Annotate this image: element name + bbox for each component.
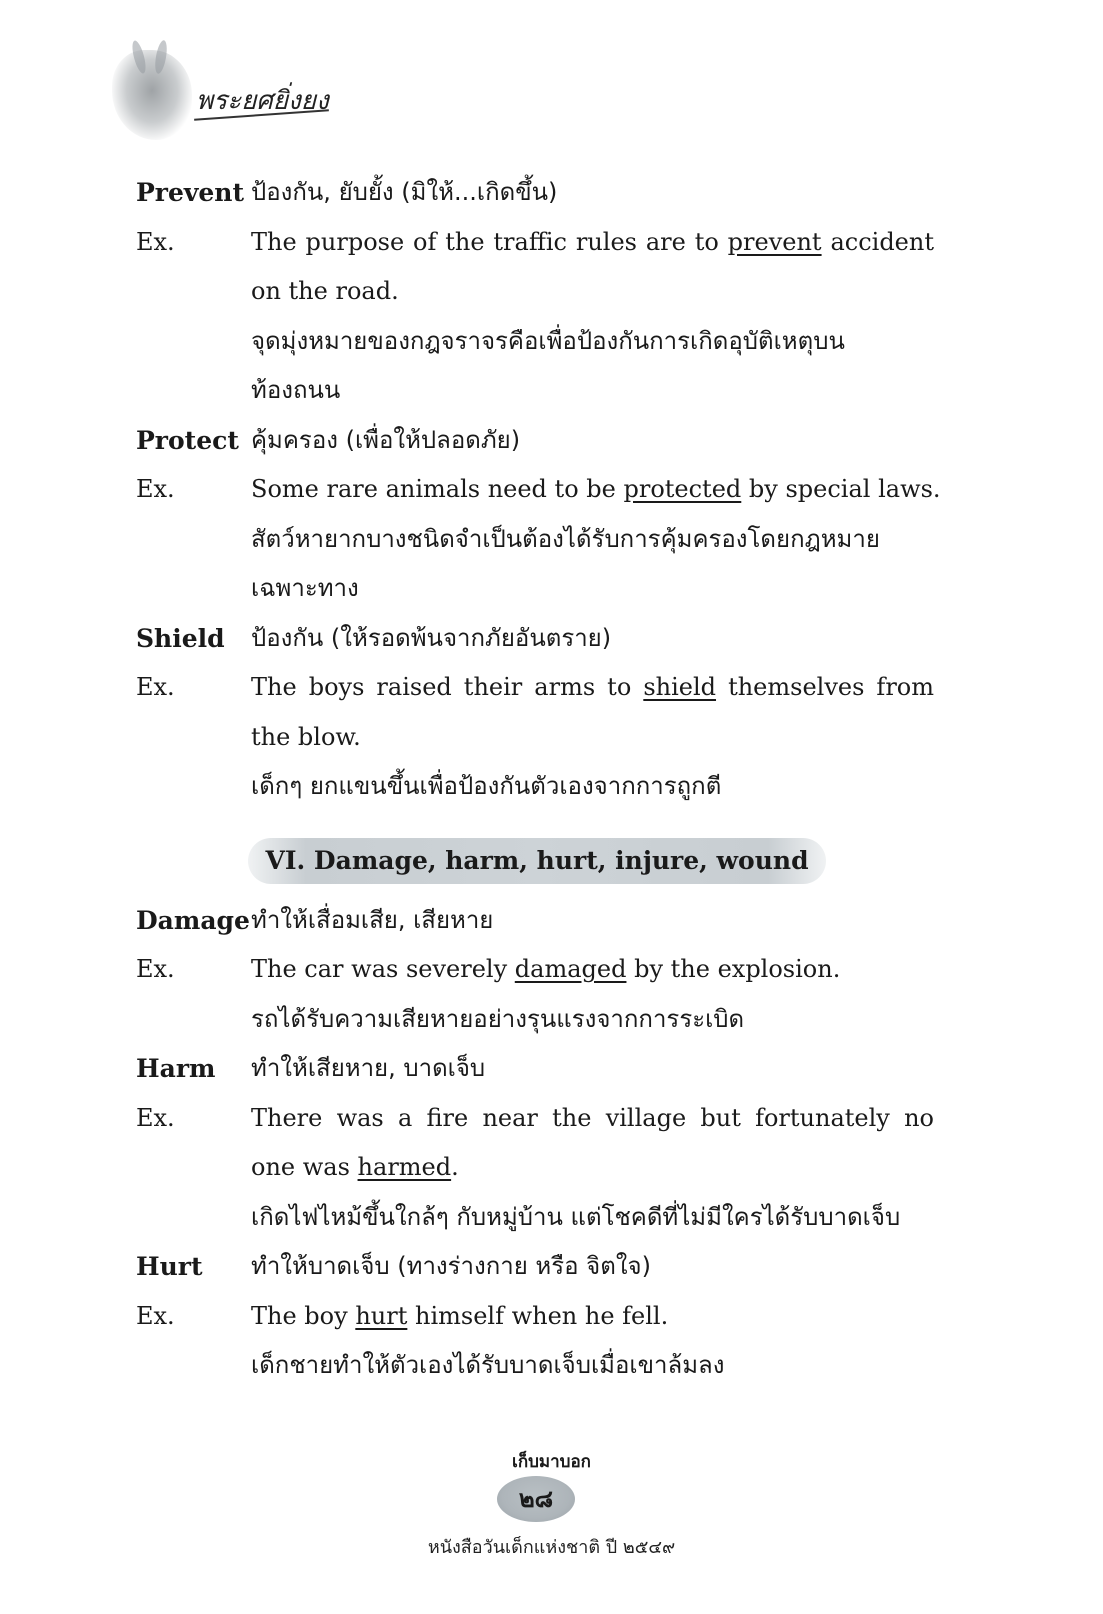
example-text: The boy hurt himself when he fell. (251, 1301, 669, 1330)
example-label: Ex. (136, 955, 175, 983)
entry-line (136, 614, 936, 664)
translation-text: ท้องถนน (251, 376, 341, 404)
term-thai: คุ้มครอง (เพื่อให้ปลอดภัย) (251, 425, 521, 454)
example-text: The car was severely damaged by the explosion. (251, 955, 841, 983)
translation-line (136, 995, 936, 1045)
entry-line (136, 1242, 936, 1292)
translation-text: สัตว์หายากบางชนิดจำเป็นต้องได้รับการคุ้มครองโดยกฎหมาย (251, 524, 880, 553)
footer-top-label: เก็บมาบอก (512, 1452, 591, 1472)
translation-line (136, 564, 936, 614)
example-line (136, 218, 936, 268)
vocabulary-content (136, 168, 941, 1391)
translation-text: รถได้รับความเสียหายอย่างรุนแรงจากการระเบิด (251, 1004, 745, 1033)
example-text: Some rare animals need to be protected by special laws. (251, 475, 941, 503)
example-label: Ex. (136, 475, 175, 503)
term-thai: ป้องกัน (ให้รอดพ้นจากภัยอันตราย) (251, 623, 612, 652)
example-label: Ex. (136, 1301, 175, 1330)
example-line (136, 945, 936, 995)
translation-line (136, 1341, 936, 1391)
highlighted-word: hurt (355, 1301, 408, 1330)
translation-text: เด็กๆ ยกแขนขึ้นเพื่อป้องกันตัวเองจากการถูกตี (251, 772, 722, 800)
term-thai: ทำให้เสื่อมเสีย, เสียหาย (251, 905, 494, 934)
term-thai: ทำให้เสียหาย, บาดเจ็บ (251, 1054, 486, 1082)
term-word: Protect (136, 425, 239, 455)
example-label: Ex. (136, 1103, 175, 1132)
entry-line (136, 896, 936, 946)
translation-text: เกิดไฟไหม้ขึ้นใกล้ๆ กับหมู่บ้าน แต่โชคดีที่ไม่มีใครได้รับบาดเจ็บ (251, 1202, 901, 1231)
translation-line (136, 366, 936, 416)
footer-publication: หนังสือวันเด็กแห่งชาติ ปี ๒๕๔๙ (427, 1537, 676, 1558)
entry-line (136, 1044, 936, 1094)
term-thai: ป้องกัน, ยับยั้ง (มิให้...เกิดขึ้น) (251, 178, 558, 206)
term-thai: ทำให้บาดเจ็บ (ทางร่างกาย หรือ จิตใจ) (251, 1252, 651, 1280)
example-text: the blow. (251, 722, 361, 751)
translation-line (136, 1193, 936, 1243)
example-line (136, 663, 936, 713)
translation-text: จุดมุ่งหมายของกฎจราจรคือเพื่อป้องกันการเกิดอุบัติเหตุบน (251, 326, 845, 355)
entry-line (136, 416, 936, 466)
translation-text: เฉพาะทาง (251, 574, 359, 602)
example-text: on the road. (251, 277, 399, 305)
highlighted-word: harmed (357, 1153, 452, 1181)
entry-line (136, 168, 936, 218)
example-line (136, 713, 936, 763)
example-text: one was harmed. (251, 1153, 459, 1181)
example-line (136, 1292, 936, 1342)
highlighted-word: protected (623, 475, 742, 503)
translation-line (136, 317, 936, 367)
translation-line (136, 515, 936, 565)
translation-line (136, 762, 936, 812)
example-line (136, 1143, 936, 1193)
example-text: There was a fire near the village but fortunately no (251, 1103, 934, 1132)
section-heading: VI. Damage, harm, hurt, injure, wound (248, 838, 826, 884)
highlighted-word: damaged (514, 955, 627, 983)
example-text: The boys raised their arms to shield themselves from (251, 673, 934, 701)
term-word: Shield (136, 623, 225, 653)
example-label: Ex. (136, 673, 175, 701)
example-label: Ex. (136, 227, 175, 256)
highlighted-word: shield (643, 673, 717, 701)
example-line (136, 1094, 936, 1144)
term-word: Hurt (136, 1252, 203, 1281)
page-header (104, 40, 404, 140)
translation-text: เด็กชายทำให้ตัวเองได้รับบาดเจ็บเมื่อเขาล้มลง (251, 1351, 725, 1379)
example-text: The purpose of the traffic rules are to prevent accident (251, 227, 934, 256)
highlighted-word: prevent (727, 227, 822, 256)
hand-logo-icon (112, 50, 192, 140)
example-line (136, 465, 941, 515)
section-heading-row (136, 830, 936, 896)
term-word: Prevent (136, 178, 245, 207)
term-word: Damage (136, 905, 250, 935)
term-word: Harm (136, 1054, 216, 1083)
page-number-badge: ๒๘ (497, 1476, 575, 1522)
example-line (136, 267, 936, 317)
header-title: พระยศยิ่งยง (196, 86, 329, 116)
